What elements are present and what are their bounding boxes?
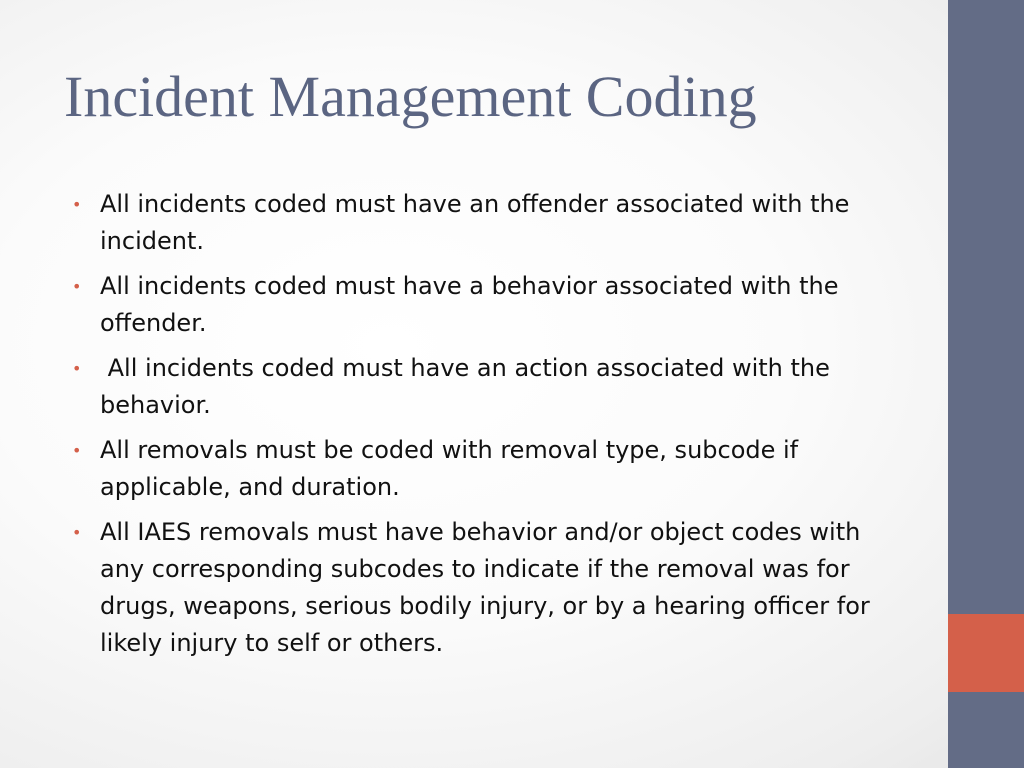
bullet-item <box>72 186 902 260</box>
bullet-text: All incidents coded must have a behavior associated with the offender. <box>100 272 847 337</box>
bullet-dot-icon: • <box>72 277 82 296</box>
bullet-list <box>72 186 902 670</box>
bullet-item <box>72 350 902 424</box>
bullet-text: All incidents coded must have an offender associated with the incident. <box>100 190 858 255</box>
bullet-item <box>72 514 902 662</box>
slide-title: Incident Management Coding <box>64 64 757 129</box>
bullet-item <box>72 432 902 506</box>
bullet-dot-icon: • <box>72 441 82 460</box>
bullet-item <box>72 268 902 342</box>
bullet-text: All incidents coded must have an action associated with the behavior. <box>100 354 838 419</box>
bullet-text: All removals must be coded with removal type, subcode if applicable, and duration. <box>100 436 806 501</box>
side-accent-block <box>948 614 1024 692</box>
bullet-text: All IAES removals must have behavior and/or object codes with any corresponding subcodes to indicate if the removal was for drugs, weapons, serious bodily injury, or by a hearing officer for likely injury to self or others. <box>100 518 878 657</box>
bullet-dot-icon: • <box>72 523 82 542</box>
bullet-dot-icon: • <box>72 195 82 214</box>
bullet-dot-icon: • <box>72 359 82 378</box>
